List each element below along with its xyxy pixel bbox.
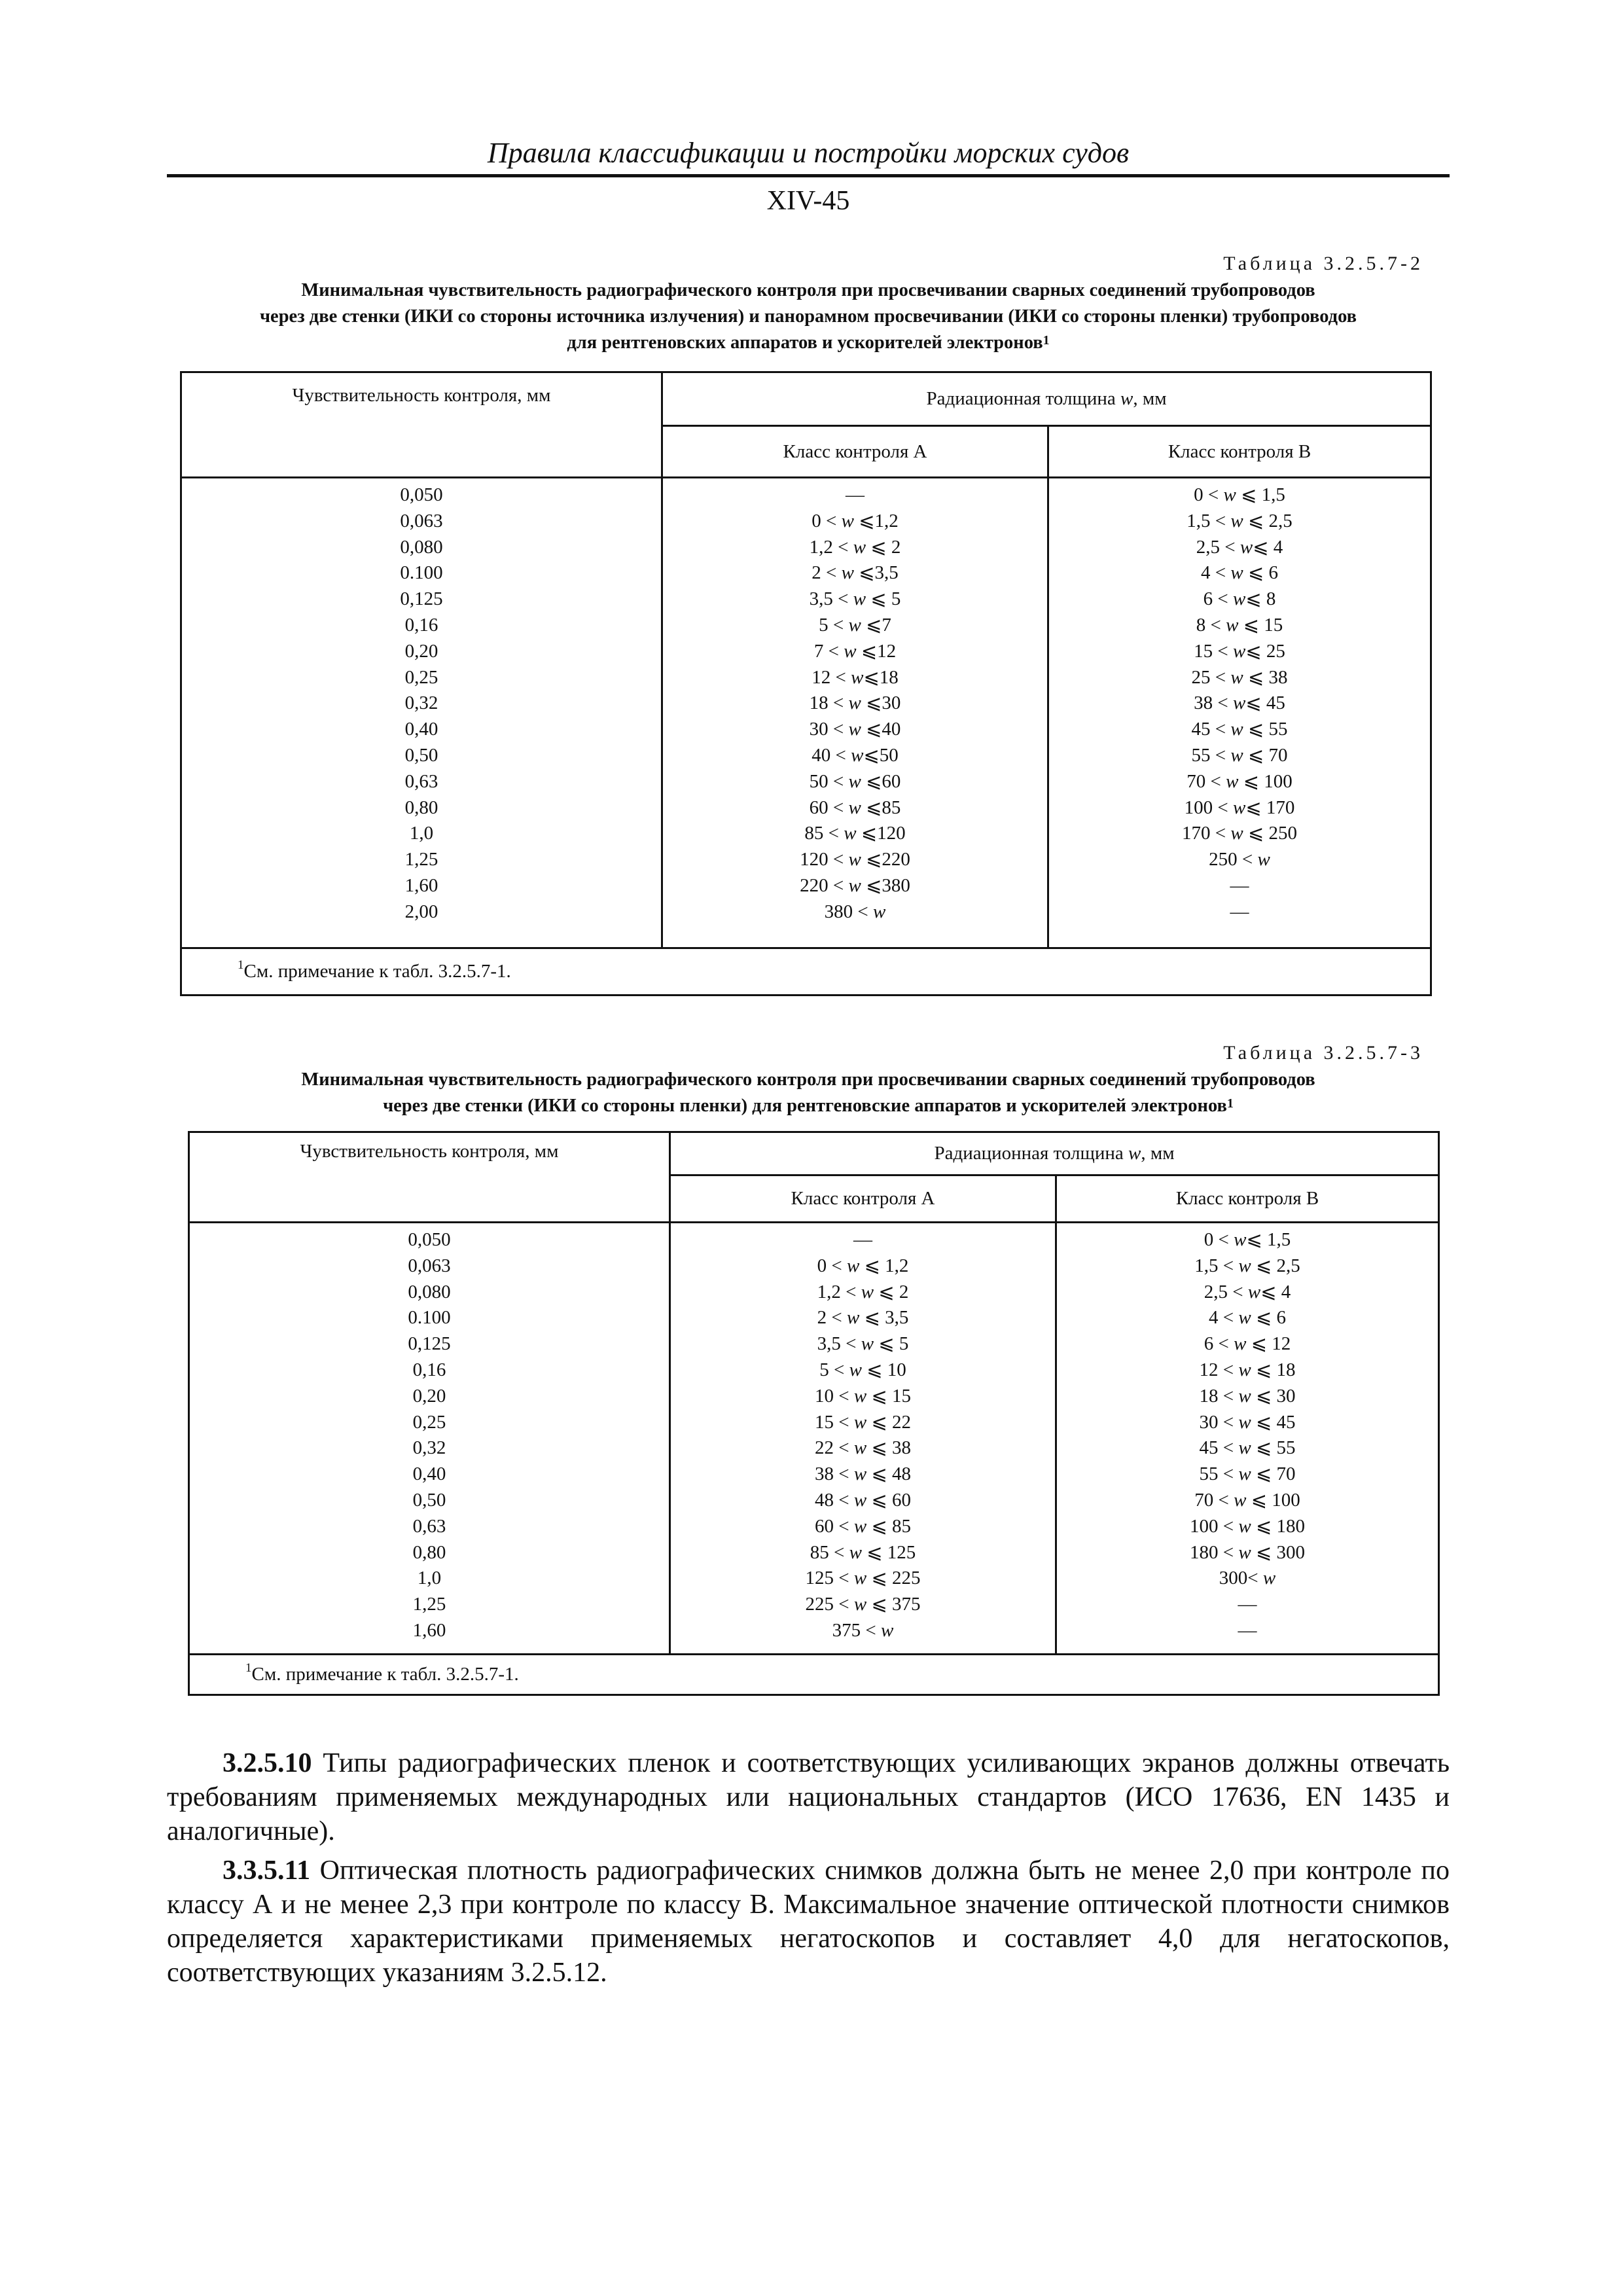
table-cell: 6 < w ⩽ 12	[1204, 1333, 1291, 1355]
header-class-a: Класс контроля А	[662, 426, 1048, 478]
table-cell: 12 < w ⩽ 18	[1199, 1359, 1296, 1380]
table-cell: 85 < w ⩽ 125	[810, 1541, 916, 1563]
table-cell: 300< w	[1219, 1568, 1276, 1589]
table-cell: 0,40	[412, 1463, 446, 1485]
table-cell: 0.100	[400, 562, 443, 584]
table-cell: 100 < w ⩽ 180	[1190, 1515, 1306, 1537]
table-cell: 0 < w ⩽ 1,2	[817, 1255, 909, 1276]
table-cell: 0,080	[408, 1281, 451, 1302]
table-2-caption-line: Минимальная чувствительность радиографического контроля при просвечивании сварных соединений трубопроводов	[301, 1069, 1315, 1090]
table-cell: 38 < w ⩽ 48	[814, 1463, 911, 1485]
table-cell: 2,5 < w⩽ 4	[1196, 536, 1283, 558]
clause-text: Оптическая плотность радиографических снимков должна быть не менее 2,0 при контроле по классу А и не менее 2,3 при контроле по классу В. Максимальное значение оптической плотности снимков определяется характеристиками применяемых негатоскопов и составляет 4,0 для негатоскопов, соответствующих указаниям 3.2.5.12.	[167, 1856, 1450, 1988]
table-cell: 6 < w⩽ 8	[1203, 588, 1276, 610]
table-cell: 0 < w ⩽ 1,5	[1194, 484, 1285, 505]
table-cell: 380 < w	[824, 901, 886, 922]
table-1-label: Таблица 3.2.5.7-2	[1223, 253, 1423, 274]
table-cell: 0,32	[412, 1437, 446, 1459]
clause-number: 3.2.5.10	[223, 1748, 312, 1778]
table-cell: 30 < w ⩽ 45	[1199, 1411, 1296, 1433]
table-cell: 0,063	[400, 510, 443, 531]
sensitivity-column	[189, 1223, 670, 1655]
table-cell: 180 < w ⩽ 300	[1190, 1541, 1306, 1563]
header-class-b: Класс контроля В	[1048, 426, 1431, 478]
table-cell: 0,16	[412, 1359, 446, 1380]
table-cell: 1,5 < w ⩽ 2,5	[1186, 510, 1293, 531]
table-cell: 0,125	[408, 1333, 451, 1355]
table-cell: 5 < w ⩽ 10	[819, 1359, 906, 1380]
table-cell: 60 < w ⩽85	[809, 797, 901, 818]
table-cell: 375 < w	[832, 1619, 894, 1641]
table-cell: 0 < w⩽ 1,5	[1204, 1229, 1291, 1250]
table-cell: 220 < w ⩽380	[800, 874, 910, 896]
table-cell: 0,80	[404, 797, 438, 818]
table-cell: 12 < w⩽18	[812, 666, 899, 688]
table-cell: 0,080	[400, 536, 443, 558]
table-cell: 5 < w ⩽7	[819, 614, 891, 636]
table-cell: 4 < w ⩽ 6	[1209, 1307, 1287, 1329]
table-cell: 1,5 < w ⩽ 2,5	[1194, 1255, 1300, 1276]
table-cell: 7 < w ⩽12	[813, 640, 897, 662]
footnote-mark: 1	[1043, 333, 1050, 348]
paragraph-3-2-5-10	[167, 1746, 1450, 1848]
note-mark: 1	[245, 1661, 252, 1675]
table-cell: 0,20	[404, 640, 438, 662]
table-cell: 50 < w ⩽60	[809, 770, 901, 792]
table-cell: 55 < w ⩽ 70	[1191, 744, 1288, 766]
table-cell: 18 < w ⩽30	[809, 692, 901, 714]
table-cell: —	[846, 484, 865, 505]
clause-text: Типы радиографических пленок и соответствующих усиливающих экранов должны отвечать требованиям применяемых международных или национальных стандартов (ИСО 17636, EN 1435 и аналогичные).	[167, 1748, 1450, 1846]
table-2-note	[189, 1655, 1439, 1695]
table-cell: 0,80	[412, 1541, 446, 1563]
table-2	[188, 1131, 1440, 1696]
table-1	[180, 371, 1432, 996]
table-cell: 3,5 < w ⩽ 5	[809, 588, 901, 610]
header-rule	[167, 174, 1450, 177]
table-cell: 2,00	[404, 901, 438, 922]
table-cell: 2 < w ⩽ 3,5	[817, 1307, 909, 1329]
table-cell: 0,050	[408, 1229, 451, 1250]
table-cell: 85 < w ⩽120	[804, 823, 906, 844]
table-cell: 1,0	[417, 1568, 442, 1589]
table-cell: 15 < w⩽ 25	[1194, 640, 1285, 662]
table-cell: 1,60	[404, 874, 438, 896]
table-cell: 18 < w ⩽ 30	[1199, 1385, 1296, 1407]
table-1-caption-text: для рентгеновских аппаратов и ускорителей электронов	[567, 332, 1043, 353]
table-cell: 38 < w⩽ 45	[1194, 692, 1285, 714]
header-sensitivity: Чувствительность контроля, мм	[189, 1132, 670, 1223]
header-sensitivity: Чувствительность контроля, мм	[181, 372, 662, 478]
table-cell: 1,0	[409, 823, 434, 844]
table-cell: 0,40	[404, 719, 438, 740]
paragraph-3-3-5-11	[167, 1854, 1450, 1990]
class-a-column	[670, 1223, 1056, 1655]
table-1-caption-line: через две стенки (ИКИ со стороны источника излучения) и панорамном просвечивании (ИКИ со стороны пленки) трубопроводов	[259, 306, 1357, 327]
table-2-caption	[167, 1067, 1450, 1119]
table-cell: 8 < w ⩽ 15	[1196, 614, 1283, 636]
table-cell: 45 < w ⩽ 55	[1199, 1437, 1296, 1459]
table-1-note	[181, 948, 1431, 996]
table-2-label: Таблица 3.2.5.7-3	[1223, 1042, 1423, 1064]
table-2-caption-line	[167, 1093, 1450, 1119]
table-cell: 3,5 < w ⩽ 5	[817, 1333, 909, 1355]
table-cell: 0 < w ⩽1,2	[812, 510, 899, 531]
table-cell: 4 < w ⩽ 6	[1201, 562, 1279, 584]
table-cell: 0,125	[400, 588, 443, 610]
note-mark: 1	[238, 958, 244, 972]
page-number: XIV-45	[766, 186, 850, 216]
table-cell: 55 < w ⩽ 70	[1199, 1463, 1296, 1485]
table-cell: 1,60	[412, 1619, 446, 1641]
table-cell: 0,25	[412, 1411, 446, 1433]
table-cell: 10 < w ⩽ 15	[814, 1385, 911, 1407]
table-cell: 30 < w ⩽40	[809, 719, 901, 740]
table-cell: 120 < w ⩽220	[800, 849, 910, 870]
class-a-column	[662, 478, 1048, 948]
table-cell: 60 < w ⩽ 85	[814, 1515, 911, 1537]
table-cell: 1,2 < w ⩽ 2	[817, 1281, 909, 1302]
table-2-caption-text: через две стенки (ИКИ со стороны пленки) для рентгеновские аппаратов и ускорителей электронов	[383, 1096, 1227, 1116]
table-cell: —	[1238, 1594, 1257, 1615]
table-cell: 22 < w ⩽ 38	[814, 1437, 911, 1459]
table-cell: 170 < w ⩽ 250	[1182, 823, 1298, 844]
table-cell: 45 < w ⩽ 55	[1191, 719, 1288, 740]
table-cell: 70 < w ⩽ 100	[1194, 1489, 1300, 1511]
table-cell: 48 < w ⩽ 60	[814, 1489, 911, 1511]
table-cell: 2,5 < w⩽ 4	[1204, 1281, 1291, 1302]
table-cell: 1,25	[404, 849, 438, 870]
class-b-column	[1048, 478, 1431, 948]
sensitivity-column	[181, 478, 662, 948]
footnote-mark: 1	[1226, 1096, 1234, 1111]
table-cell: 0,63	[412, 1515, 446, 1537]
table-cell: 100 < w⩽ 170	[1184, 797, 1295, 818]
table-cell: —	[853, 1229, 872, 1250]
table-cell: 0,50	[412, 1489, 446, 1511]
table-1-caption-line	[167, 330, 1450, 356]
header-thickness	[662, 372, 1431, 426]
table-cell: 125 < w ⩽ 225	[805, 1568, 921, 1589]
table-cell: 0,63	[404, 770, 438, 792]
note-text: См. примечание к табл. 3.2.5.7-1.	[251, 1664, 519, 1685]
header-thickness	[670, 1132, 1439, 1175]
clause-number: 3.3.5.11	[223, 1856, 311, 1886]
table-cell: 70 < w ⩽ 100	[1186, 770, 1293, 792]
table-cell: 0,25	[404, 666, 438, 688]
table-cell: 40 < w⩽50	[812, 744, 899, 766]
table-cell: 0,50	[404, 744, 438, 766]
table-cell: 0,063	[408, 1255, 451, 1276]
note-text: См. примечание к табл. 3.2.5.7-1.	[243, 961, 511, 982]
table-cell: —	[1230, 874, 1249, 896]
table-cell: 225 < w ⩽ 375	[805, 1594, 921, 1615]
table-cell: —	[1238, 1619, 1257, 1641]
table-cell: 1,2 < w ⩽ 2	[809, 536, 901, 558]
table-cell: —	[1230, 901, 1249, 922]
header-class-a: Класс контроля А	[670, 1175, 1056, 1223]
running-title: Правила классификации и постройки морских судов	[487, 137, 1130, 169]
table-cell: 0.100	[408, 1307, 451, 1329]
table-cell: 0,20	[412, 1385, 446, 1407]
header-thickness-text: Радиационная толщина w, мм	[926, 388, 1167, 409]
class-b-column	[1056, 1223, 1439, 1655]
header-class-b: Класс контроля В	[1056, 1175, 1439, 1223]
table-cell: 0,32	[404, 692, 438, 714]
table-cell: 25 < w ⩽ 38	[1191, 666, 1288, 688]
header-thickness-text: Радиационная толщина w, мм	[934, 1143, 1175, 1164]
table-1-caption	[167, 278, 1450, 356]
table-cell: 15 < w ⩽ 22	[814, 1411, 911, 1433]
table-1-caption-line: Минимальная чувствительность радиографического контроля при просвечивании сварных соединений трубопроводов	[301, 280, 1315, 300]
table-cell: 2 < w ⩽3,5	[812, 562, 899, 584]
table-cell: 1,25	[412, 1594, 446, 1615]
table-cell: 0,050	[400, 484, 443, 505]
table-cell: 0,16	[404, 614, 438, 636]
table-cell: 250 < w	[1209, 849, 1270, 870]
